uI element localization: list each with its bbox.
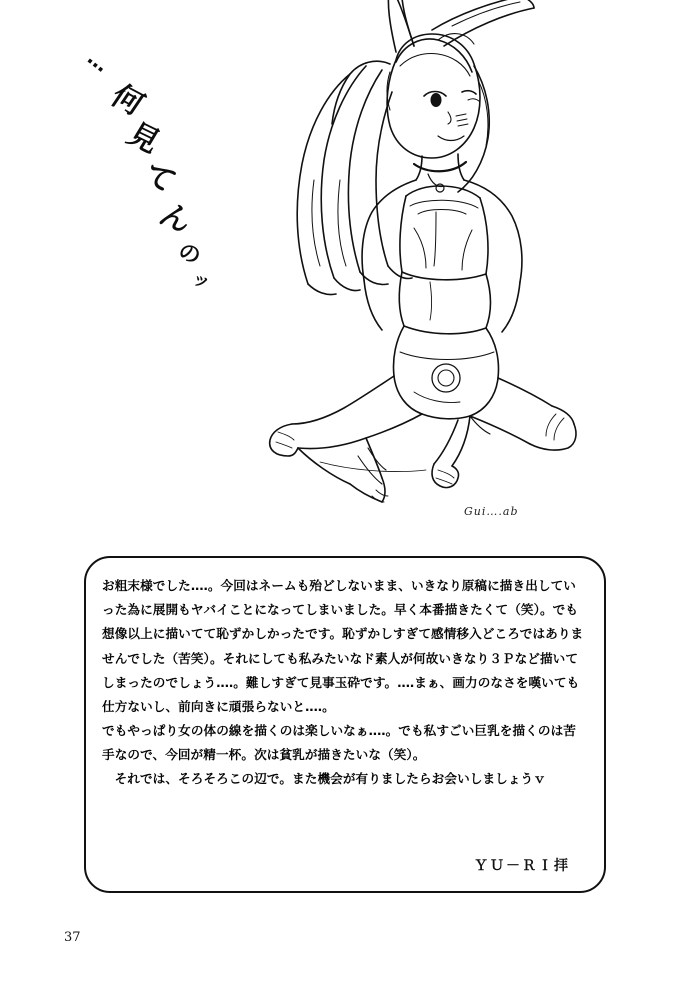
title-char-0: …	[83, 45, 117, 79]
afterword-paragraph-3: それでは、そろそろこの辺で。また機会が有りましたらお会いしましょうｖ	[114, 771, 546, 787]
afterword-box	[84, 556, 606, 893]
afterword-paragraph-2: でもやっぱり女の体の線を描くのは楽しいなぁ‥‥。でも私すごい巨乳を描くのは苦手なので、今回が精一杯。次は貧乳が描きたいな（笑）。	[102, 723, 576, 763]
author-signoff: ＹＵ－ＲＩ拝	[474, 858, 570, 874]
title-char-4: ん	[153, 197, 198, 241]
page-number: 37	[64, 930, 81, 945]
title-char-2: 見	[120, 116, 167, 161]
afterword-text	[102, 574, 588, 792]
title-char-3: て	[137, 156, 183, 201]
title-char-6: ッ	[189, 267, 214, 294]
artist-signature: Gui….ab	[464, 505, 519, 518]
title-char-1: 何	[104, 78, 152, 123]
bunny-girl-seated-illustration	[200, 0, 600, 520]
afterword-paragraph-1: お粗末様でした‥‥。今回はネームも殆どしないまま、いきなり原稿に描き出していった為に展開もヤバイことになってしまいました。早く本番描きたくて（笑）。でも想像以上に描いてて恥ずかしかったです。恥ずかしすぎて感情移入どころではありませんでした（苦笑）。それにしても私みたいなド素人が何故いきなり３Ｐなど描いてしまったのでしょう‥‥。難しすぎて見事玉砕です。‥‥まぁ、画力のなさを嘆いても仕方ないし、前向きに頑張らないと‥‥。	[102, 578, 584, 714]
title-char-5: の	[174, 238, 205, 271]
